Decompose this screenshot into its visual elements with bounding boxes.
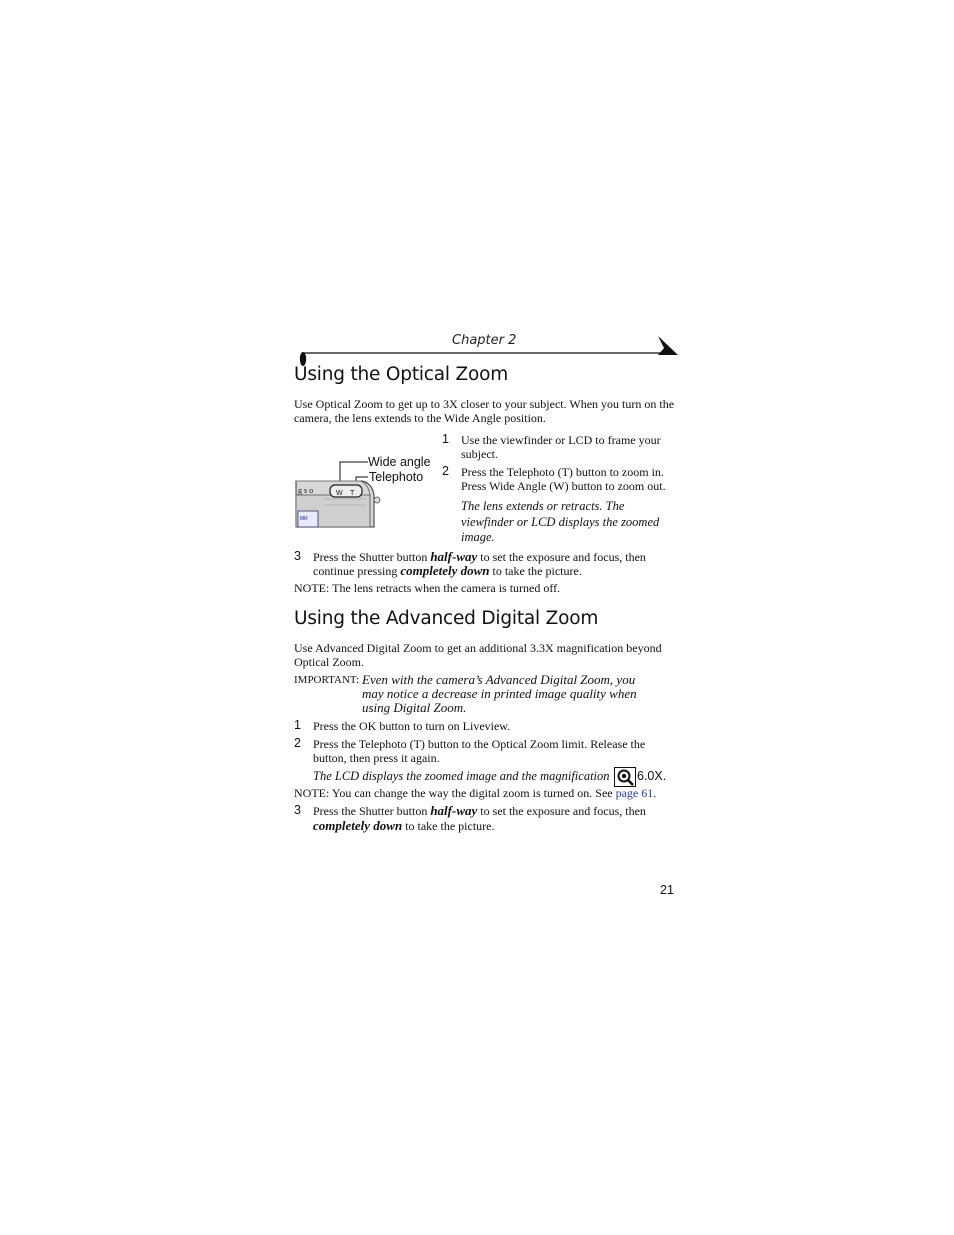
- optical-intro-line2: camera, the lens extends to the Wide Angle position.: [294, 411, 546, 425]
- magnification-period: .: [662, 769, 667, 783]
- optical-step1-line2: subject.: [461, 447, 498, 461]
- chapter-rule: [296, 334, 680, 368]
- digital-step2-line1: Press the Telephoto (T) button to the Optical Zoom limit. Release the: [313, 737, 646, 751]
- svg-text:MR: MR: [300, 516, 308, 522]
- chapter-label: Chapter 2: [452, 333, 517, 348]
- callout-telephoto: Telephoto: [369, 470, 424, 484]
- digital-step3-completely: completely down: [313, 818, 403, 833]
- optical-step2-number: 2: [442, 464, 449, 478]
- digital-step3-text-cont: to set the exposure and focus, then: [477, 804, 646, 818]
- digital-step3-halfway: half-way: [430, 803, 478, 818]
- optical-result-line3: image.: [461, 530, 495, 544]
- optical-zoom-heading: Using the Optical Zoom: [294, 364, 509, 385]
- optical-step3-line1: [313, 550, 646, 564]
- digital-step3-text: Press the Shutter button: [313, 804, 431, 818]
- optical-step3-halfway: half-way: [430, 549, 478, 564]
- svg-text:W: W: [336, 490, 343, 497]
- digital-note-end: .: [653, 786, 657, 800]
- optical-step1-number: 1: [442, 432, 449, 446]
- digital-step1-text: Press the OK button to turn on Liveview.: [313, 719, 511, 733]
- digital-step2-number: 2: [294, 736, 301, 750]
- svg-text:T: T: [350, 490, 355, 497]
- callout-wide-angle: Wide angle: [368, 455, 431, 469]
- digital-step3-line2: [313, 819, 494, 833]
- optical-step3-text2-cont: to take the picture.: [489, 564, 582, 578]
- digital-note-text: NOTE: You can change the way the digital zoom is turned on. See: [294, 786, 616, 800]
- optical-step3-text-cont: to set the exposure and focus, then: [477, 550, 646, 564]
- digital-step3-line1: [313, 804, 646, 818]
- important-label: IMPORTANT:: [294, 674, 360, 686]
- optical-intro-line1: Use Optical Zoom to get up to 3X closer to your subject. When you turn on the: [294, 397, 675, 411]
- optical-result-line1: The lens extends or retracts. The: [461, 499, 625, 513]
- digital-step3-text2-cont: to take the picture.: [402, 819, 495, 833]
- page-number: 21: [660, 883, 674, 897]
- magnification-number: 6.0X: [637, 769, 663, 783]
- digital-intro-line2: Optical Zoom.: [294, 655, 364, 669]
- important-line1: Even with the camera’s Advanced Digital Zoom, you: [362, 672, 636, 687]
- digital-step2-line2: button, then press it again.: [313, 751, 440, 765]
- digital-zoom-heading: Using the Advanced Digital Zoom: [294, 608, 599, 629]
- digital-step3-number: 3: [294, 803, 301, 817]
- optical-step3-completely: completely down: [400, 563, 490, 578]
- optical-step3-line2: [313, 564, 582, 578]
- magnification-value: [637, 769, 666, 783]
- important-line2: may notice a decrease in printed image quality when: [362, 686, 637, 701]
- optical-step1-line1: Use the viewfinder or LCD to frame your: [461, 433, 661, 447]
- optical-step3-text2: continue pressing: [313, 564, 401, 578]
- digital-note: [294, 786, 656, 800]
- optical-result-line2: viewfinder or LCD displays the zoomed: [461, 515, 660, 529]
- digital-step1-number: 1: [294, 718, 301, 732]
- optical-note: NOTE: The lens retracts when the camera is turned off.: [294, 581, 561, 595]
- optical-step2-line2: Press Wide Angle (W) button to zoom out.: [461, 479, 666, 493]
- page-61-link[interactable]: page 61: [615, 786, 654, 800]
- digital-result-text: The LCD displays the zoomed image and the magnification: [313, 769, 610, 783]
- digital-intro-line1: Use Advanced Digital Zoom to get an additional 3.3X magnification beyond: [294, 641, 662, 655]
- optical-step2-line1: Press the Telephoto (T) button to zoom in.: [461, 465, 664, 479]
- optical-step3-text: Press the Shutter button: [313, 550, 431, 564]
- optical-step3-number: 3: [294, 549, 301, 563]
- important-line3: using Digital Zoom.: [362, 700, 467, 715]
- svg-text:g s o: g s o: [298, 486, 314, 495]
- digital-zoom-magnifier-icon: [614, 767, 636, 787]
